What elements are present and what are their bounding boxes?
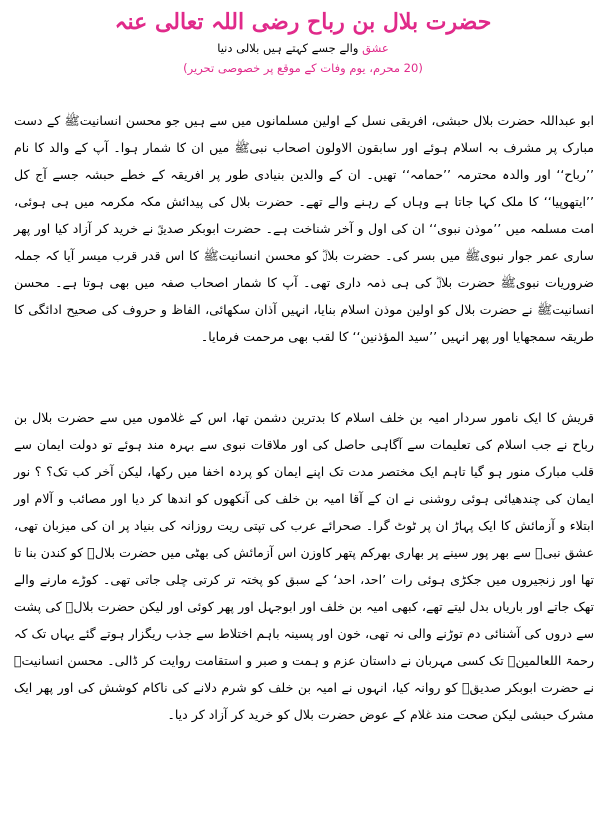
article-title: حضرت بلال بن رباح رضی اللہ تعالی عنہ — [114, 9, 492, 35]
body-paragraph-1: ابو عبداللہ حضرت بلال حبشی، افریقی نسل کے اولین مسلمانوں میں سے ہیں جو محسن انسانیتﷺ کے دست مبارک پر مشرف بہ اسلام ہوئے اور سابقون الاولون اصحاب نبیﷺ میں ان کا شمار ہوا۔ آپ کے والد کا نام ’’رباح‘‘ اور والدہ محترمہ ’’حمامہ‘‘ تھیں۔ ان کے والدین بنیادی طور پر افریقہ کے خطے حبشہ جسے آج کل ’’ایتھوپیا‘‘ کا ملک کہا جاتا ہے وہاں کے رہنے والے تھے۔ حضرت بلال کی پیدائش مکہ مکرمہ میں ہی ہوئی، امت مسلمہ میں ’’موذن نبوی‘‘ ان کی اول و آخر شناخت ہے۔ حضرت ابوبکر صدیقؓ نے خرید کر آزاد کیا اور پھر ساری عمر جوار نبویﷺ میں بسر کی۔ حضرت بلالؓ کو محسن انسانیتﷺ کا اس قدر قرب میسر آیا کہ جملہ ضروریات نبویﷺ حضرت بلالؓ کی ہی ذمہ داری تھی۔ آپ کا شمار اصحاب صفہ میں بھی ہوتا ہے۔ محسن انسانیتﷺ نے حضرت بلال کو اولین موذن اسلام بنایا، انہیں آذان سکھائی، الفاظ و حروف کی صحیح ادائگی کا طریقہ سمجھایا اور پھر انہیں ’’سید المؤذنین‘‘ کا لقب بھی مرحمت فرمایا۔ — [14, 113, 594, 344]
body-paragraph-2: قریش کا ایک نامور سردار امیہ بن خلف اسلام کا بدترین دشمن تھا، اس کے غلاموں میں سے حضرت بلال بن رباح نے جب اسلام کی تعلیمات سے آگاہی حاصل کی اور ملاقات نبوی سے بہرہ مند ہوئے تو دولت ایمان سے قلب مبارک منور ہو گیا تاہم ایک مختصر مدت تک اپنے ایمان کو پردہ اخفا میں رکھا، لیکن آخر کب تک؟ ؟ نور ایمان کی چندھیائی ہوئی روشنی نے ان کے آقا امیہ بن خلف کی آنکھوں کو اندھا کر دیا اور مصائب و آلام اور ابتلاء و آزمائش کا ایک پہاڑ ان پر ٹوٹ گرا۔ صحرائے عرب کی تپتی ریت روزانہ کی بنیاد پر ان کی میزبان تھی، عشق نبیﷺ سے بھر پور سینے پر بھاری بھرکم پتھر کاوزن اس آزمائش کی بھٹی میں حضرت بلالؓ کو کندن بنا تا تھا اور زنجیروں میں جکڑی ہوئی رات ’احد، احد‘ کے سبق کو پختہ تر کرتی چلی جاتی تھی۔ کوڑے مارنے والے تھک جاتے اور باریاں بدل لیتے تھے، کبھی امیہ بن خلف اور ابوجہل اور پھر کوئی اور لیکن حضرت بلالؓ کی پشت سے دروں کی آشنائی دم توڑنے والی نہ تھی، خون اور پسینہ باہم اختلاط سے جذب ریگزار ہوتے گئے یہاں تک کہ رحمۃ اللعالمینﷺ تک کسی مہربان نے داستان عزم و ہمت و صبر و استقامت روایت کر ڈالی۔ محسن انسانیتﷺ نے حضرت ابوبکر صدیقؓ کو روانہ کیا، انہوں نے امیہ بن خلف کو شرم دلانے کی ناکام کوشش کی اور پھر ایک مشرک حبشی لیکن صحت مند غلام کے عوض حضرت بلال کو خرید کر آزاد کر دیا۔ — [14, 410, 594, 722]
article-subtitle — [0, 40, 606, 56]
subtitle-text: والے جسے کہتے ہیں بلالی دنیا — [217, 41, 359, 55]
subtitle-accent-word: عشق — [362, 41, 389, 55]
occasion-note: (20 محرم، یوم وفات کے موقع پر خصوصی تحریر) — [183, 61, 423, 75]
